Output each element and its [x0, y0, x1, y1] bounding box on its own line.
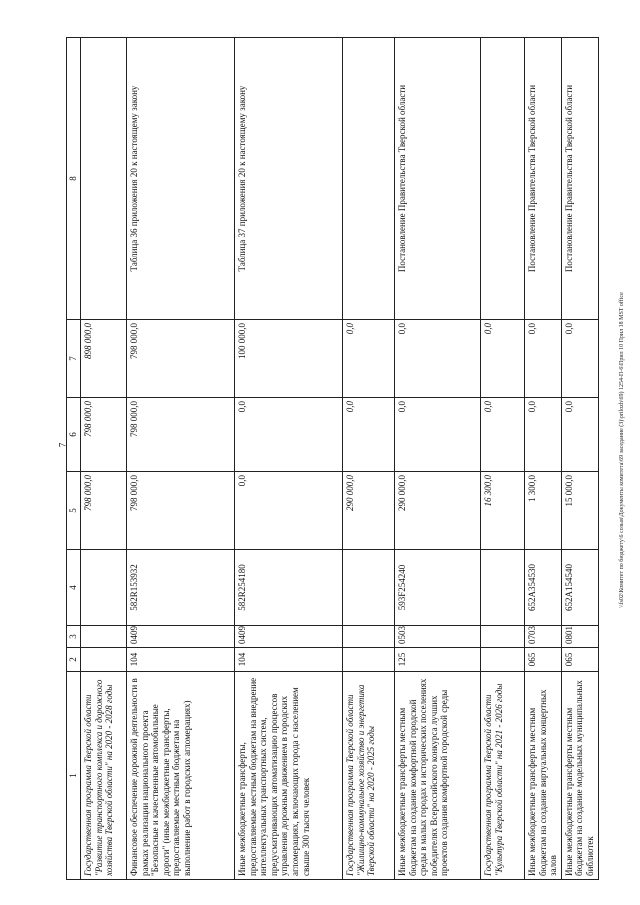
table-row [525, 38, 562, 880]
admin-code-cell: 125 [395, 648, 481, 672]
target-article-cell: 652A154540 [561, 550, 598, 626]
page-number: 7 [57, 442, 68, 448]
amount-year1-cell: 15 000,0 [561, 472, 598, 550]
row-name-cell: Иные межбюджетные трансферты, предоставляемые местным бюджетам на внедрение интеллектуальных транспортных систем, предусматривающих автоматизацию процессов управления дорожным движением в городских агломерациях, включающих города с населением свыше 300 тысяч человек [235, 672, 343, 880]
basis-cell: Постановление Правительства Тверской области [395, 38, 481, 320]
target-article-cell [481, 550, 525, 626]
target-article-cell [343, 550, 395, 626]
budget-table [66, 37, 599, 880]
target-article-cell: 652A354530 [525, 550, 562, 626]
section-code-cell: 0801 [561, 626, 598, 648]
amount-year3-cell: 100 000,0 [235, 320, 343, 398]
amount-year1-cell: 16 300,0 [481, 472, 525, 550]
section-code-cell: 0409 [235, 626, 343, 648]
amount-year3-cell: 798 000,0 [127, 320, 235, 398]
header-cell: 7 [67, 320, 81, 398]
amount-year2-cell: 0,0 [235, 398, 343, 472]
header-cell: 1 [67, 672, 81, 880]
header-cell: 4 [67, 550, 81, 626]
basis-cell [343, 38, 395, 320]
rotated-table-stage [66, 38, 611, 880]
amount-year3-cell: 0,0 [561, 320, 598, 398]
basis-cell: Постановление Правительства Тверской области [561, 38, 598, 320]
row-name-cell: Государственная программа Тверской области "Развитие транспортного комплекса и дорожного хозяйства Тверской области" на 2020 - 2028 годы [81, 672, 127, 880]
target-article-cell: 582R153932 [127, 550, 235, 626]
basis-cell: Таблица 36 приложения 20 к настоящему закону [127, 38, 235, 320]
admin-code-cell: 065 [525, 648, 562, 672]
amount-year1-cell: 290 000,0 [395, 472, 481, 550]
admin-code-cell [481, 648, 525, 672]
row-name-cell: Финансовое обеспечение дорожной деятельности в рамках реализации национального проекта "Безопасные и качественные автомобильные дороги" (иные межбюджетные трансферты, предоставляемые местным бюджетам на выполнение работ в городских агломерациях) [127, 672, 235, 880]
amount-year2-cell: 0,0 [525, 398, 562, 472]
row-name-cell: Иные межбюджетные трансферты местным бюджетам на создание модельных муниципальных библиотек [561, 672, 598, 880]
admin-code-cell [81, 648, 127, 672]
amount-year3-cell: 0,0 [395, 320, 481, 398]
amount-year2-cell: 798 000,0 [127, 398, 235, 472]
basis-cell: Таблица 37 приложения 20 к настоящему закону [235, 38, 343, 320]
amount-year1-cell: 798 000,0 [127, 472, 235, 550]
basis-cell [81, 38, 127, 320]
amount-year3-cell: 0,0 [343, 320, 395, 398]
header-cell: 5 [67, 472, 81, 550]
table-row [235, 38, 343, 880]
basis-cell [481, 38, 525, 320]
basis-cell: Постановление Правительства Тверской области [525, 38, 562, 320]
row-name-cell: Государственная программа Тверской области "Жилищно-коммунальное хозяйство и энергетика Тверской области" на 2020 - 2025 годы [343, 672, 395, 880]
admin-code-cell: 104 [235, 648, 343, 672]
footer-file-path: \\fs02\Комитет по бюджету\6 созыв\Документы комитета\69 заседание (3)\prilozh\69) 1254-П-6\Прил 10 Прил 18 MST office [619, 292, 625, 608]
admin-code-cell: 065 [561, 648, 598, 672]
admin-code-cell: 104 [127, 648, 235, 672]
amount-year2-cell: 0,0 [395, 398, 481, 472]
admin-code-cell [343, 648, 395, 672]
header-cell: 2 [67, 648, 81, 672]
target-article-cell: 593F254240 [395, 550, 481, 626]
target-article-cell: 582R254180 [235, 550, 343, 626]
table-row [395, 38, 481, 880]
program-row [343, 38, 395, 880]
amount-year3-cell: 898 000,0 [81, 320, 127, 398]
row-name-cell: Иные межбюджетные трансферты местным бюджетам на создание виртуальных концертных залов [525, 672, 562, 880]
header-cell: 6 [67, 398, 81, 472]
section-code-cell [343, 626, 395, 648]
program-row [481, 38, 525, 880]
amount-year2-cell: 0,0 [481, 398, 525, 472]
amount-year1-cell: 0,0 [235, 472, 343, 550]
row-name-cell: Иные межбюджетные трансферты местным бюджетам на создание комфортной городской среды в малых городах и исторических поселениях победителях Всероссийского конкурса лучших проектов создания комфортной городской среды [395, 672, 481, 880]
amount-year3-cell: 0,0 [481, 320, 525, 398]
section-code-cell [81, 626, 127, 648]
table-row [561, 38, 598, 880]
header-cell: 8 [67, 38, 81, 320]
amount-year2-cell: 798 000,0 [81, 398, 127, 472]
section-code-cell: 0503 [395, 626, 481, 648]
amount-year1-cell: 290 000,0 [343, 472, 395, 550]
header-cell: 3 [67, 626, 81, 648]
section-code-cell [481, 626, 525, 648]
section-code-cell: 0409 [127, 626, 235, 648]
amount-year3-cell: 0,0 [525, 320, 562, 398]
amount-year1-cell: 798 000,0 [81, 472, 127, 550]
program-row [81, 38, 127, 880]
row-name-cell: Государственная программа Тверской области "Культура Тверской области" на 2021 - 2026 годы [481, 672, 525, 880]
amount-year1-cell: 1 300,0 [525, 472, 562, 550]
table-row [127, 38, 235, 880]
amount-year2-cell: 0,0 [561, 398, 598, 472]
table-header-row [67, 38, 81, 880]
target-article-cell [81, 550, 127, 626]
amount-year2-cell: 0,0 [343, 398, 395, 472]
section-code-cell: 0703 [525, 626, 562, 648]
